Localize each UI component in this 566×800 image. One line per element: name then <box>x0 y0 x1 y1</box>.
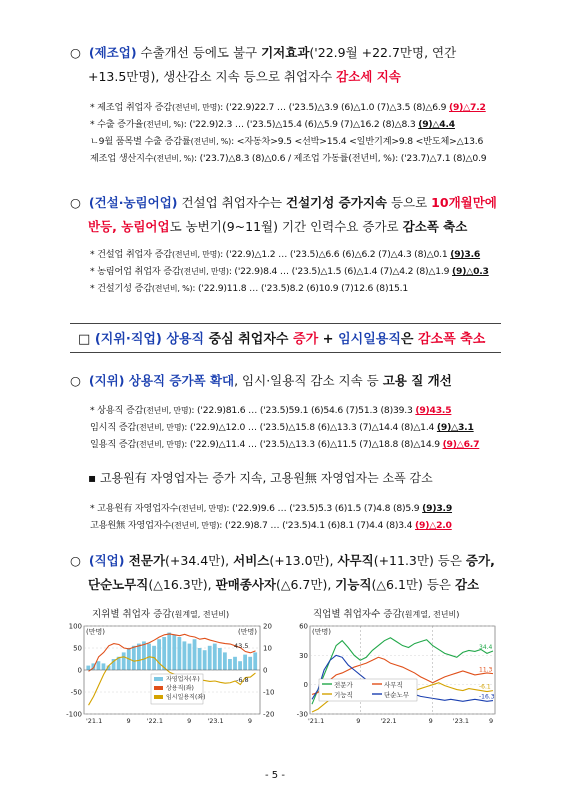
text-span: 감소 <box>454 577 480 592</box>
text-span: : ('23.7)△8.3 (8)△0.6 / 제조업 가동률(전년비, %): ('23.7)△7.1 (8)△0.9 <box>193 153 487 164</box>
text-span: (전년비, %) <box>143 120 184 129</box>
text-span: 도 농번기(9~11월) 기간 인력수요 증가로 <box>169 219 403 234</box>
text-span: 감소폭 축소 <box>402 219 468 234</box>
note-row <box>90 280 489 297</box>
construction-line-2 <box>88 215 467 239</box>
bar-self-employed <box>86 666 90 670</box>
text-span: 증가 <box>293 332 319 347</box>
text-span: : ('22.9)11.8 … ('23.5)8.2 (6)10.9 (7)12.6 (8)15.1 <box>192 283 408 294</box>
legend-label: 사무직 <box>384 681 403 689</box>
text-span: 중심 취업자수 <box>204 332 294 347</box>
x-tick-label: 9 <box>356 717 361 725</box>
x-tick-label: '22.1 <box>146 717 163 725</box>
legend-label: 단순노무 <box>384 691 410 699</box>
note-row <box>90 99 486 116</box>
text-span: 기저효과 <box>261 45 310 60</box>
text-span: : ('22.9)△12.0 … ('23.5)△15.8 (6)△13.3 (7)△14.4 (8)△1.4 <box>184 422 437 433</box>
bar-self-employed <box>228 659 232 670</box>
y-right-tick-label: 10 <box>263 644 272 653</box>
text-span: 사무직 <box>337 553 374 568</box>
y-tick-label: 50 <box>73 644 82 653</box>
text-span: +13.5만명), 생산감소 지속 등으로 취업자수 <box>88 69 337 84</box>
text-span: 증가, <box>465 553 495 568</box>
text-span: 임시일용직 <box>338 332 401 347</box>
text-span: (9)△4.4 <box>418 119 455 130</box>
x-tick-label: 9 <box>187 717 192 725</box>
bar-self-employed <box>122 652 126 670</box>
manufacturing-notes <box>90 99 486 167</box>
bar-self-employed <box>238 661 242 670</box>
text-span: 건설기성 증가지속 <box>286 195 387 210</box>
text-span: 등으로 <box>386 195 432 210</box>
text-span: 제조업 생산지수 <box>90 153 154 164</box>
bar-self-employed <box>198 648 202 670</box>
x-tick-label: '23.1 <box>452 717 470 725</box>
text-span: : ('22.9)22.7 … ('23.5)△3.9 (6)△1.0 (7)△3.5 (8)△6.9 <box>220 102 449 113</box>
text-span: 단순노무직 <box>88 577 149 592</box>
note-row <box>90 246 489 263</box>
bar-self-employed <box>223 652 227 670</box>
text-span: 고용원無 자영업자수 <box>90 520 172 531</box>
bullet-marker: ○ <box>70 45 81 60</box>
annotation: 11.3 <box>479 666 493 674</box>
text-span: (△6.1만) 등은 <box>371 577 455 592</box>
x-tick-label: '23.1 <box>207 717 224 725</box>
annotation: 34.4 <box>479 644 493 652</box>
manufacturing-line-1 <box>70 41 456 65</box>
text-span: (9)△2.0 <box>415 520 452 531</box>
bar-self-employed <box>167 633 171 670</box>
text-span: (직업) <box>88 553 125 568</box>
text-span: 건설업 취업자수는 <box>177 195 287 210</box>
section-header-box <box>70 323 501 353</box>
x-tick-label: 9 <box>126 717 131 725</box>
text-span: ('22.9월 +22.7만명, 연간 <box>309 45 457 60</box>
bullet-marker: ○ <box>70 373 81 388</box>
manufacturing-line-2 <box>88 65 401 89</box>
text-span: 일용직 증감 <box>90 439 137 450</box>
bar-self-employed <box>132 646 136 670</box>
text-span: 직업별 취업자수 증감 <box>313 609 402 620</box>
x-tick-label: '21.1 <box>86 717 103 725</box>
text-span: 10개월만에 <box>431 195 497 210</box>
text-span: (전년비, 만명) <box>136 423 185 432</box>
bar-self-employed <box>193 639 197 670</box>
bar-self-employed <box>243 655 247 670</box>
text-span: 전문가 <box>124 553 166 568</box>
text-span: , 임시·일용직 감소 지속 등 <box>234 373 383 388</box>
bar-self-employed <box>142 641 146 670</box>
annotation: 43.5 <box>234 641 249 650</box>
bar-self-employed <box>208 646 212 670</box>
y-tick-label: 60 <box>299 622 308 631</box>
text-span: □ <box>78 332 91 347</box>
legend-label: 임시일용직(좌) <box>166 694 206 701</box>
text-span: (지위) 상용직 증가폭 확대 <box>88 373 235 388</box>
x-tick-label: '22.1 <box>380 717 397 725</box>
bar-self-employed <box>162 637 166 670</box>
text-span: * 수출 증가율 <box>90 119 144 130</box>
text-span: (전년비, %) <box>151 284 193 293</box>
occupation-line-2 <box>88 573 479 597</box>
left-chart-title <box>92 606 229 620</box>
unit-label-left: (만명) <box>86 628 105 636</box>
status-notes <box>90 402 479 453</box>
text-span: (9)△6.7 <box>442 439 480 450</box>
y-right-tick-label: 20 <box>263 622 272 631</box>
note-row <box>90 419 479 436</box>
text-span: : ('22.9)△11.4 … ('23.5)△13.3 (6)△11.5 (7)△18.8 (8)△14.9 <box>184 439 443 450</box>
x-tick-label: '21.1 <box>308 717 325 725</box>
text-span: 고용 질 개선 <box>382 373 452 388</box>
text-span: 기능직 <box>335 577 372 592</box>
text-span: 은 <box>400 332 418 347</box>
unit-label: (만명) <box>312 628 331 636</box>
legend-swatch <box>154 686 163 690</box>
y-tick-label: 30 <box>299 651 308 660</box>
self-employed-line <box>88 466 433 490</box>
y-right-tick-label: 0 <box>263 666 268 675</box>
text-span: : ('22.9)81.6 … ('23.5)59.1 (6)54.6 (7)51.3 (8)39.3 <box>191 405 416 416</box>
legend-label: 전문가 <box>334 681 353 689</box>
bar-self-employed <box>233 657 237 670</box>
note-row <box>90 150 486 167</box>
right-chart-title <box>313 606 459 620</box>
text-span: (원계열, 전년비) <box>171 610 230 619</box>
text-span: (전년비, 만명) <box>171 103 221 112</box>
unit-label-right: (만명) <box>238 628 257 636</box>
note-row <box>90 263 489 280</box>
annotation: -16.3 <box>479 693 495 701</box>
text-span: (9)3.6 <box>450 249 481 260</box>
text-span: 감소세 지속 <box>336 69 401 84</box>
legend-label: 자영업자(우) <box>166 676 200 683</box>
text-span: (9)△7.2 <box>448 102 486 113</box>
text-span: (원계열, 전년비) <box>401 610 460 619</box>
text-span: (전년비, 만명) <box>171 250 221 259</box>
text-span: ▪ <box>88 471 97 485</box>
note-row <box>90 517 452 534</box>
text-span: : ('22.9)8.7 … ('23.5)4.1 (6)8.1 (7)4.4 (8)3.4 <box>219 520 416 531</box>
text-span: (9)△3.1 <box>436 422 474 433</box>
occupation-line-1 <box>70 549 495 573</box>
text-span: (지위·직업) 상용직 <box>90 332 205 347</box>
y-tick-label: -50 <box>70 688 82 697</box>
text-span: (9)△0.3 <box>452 266 489 277</box>
text-span: (전년비, %) <box>153 154 194 163</box>
text-span: * 건설업 취업자 증감 <box>90 249 172 260</box>
construction-tag: (건설·농림어업) <box>88 195 178 210</box>
y-tick-label: -100 <box>66 710 82 719</box>
text-span: * 건설기성 증감 <box>90 283 152 294</box>
y-tick-label: 0 <box>77 666 82 675</box>
text-span: * 제조업 취업자 증감 <box>90 102 172 113</box>
y-tick-label: 100 <box>68 622 82 631</box>
x-tick-label: 9 <box>428 717 433 725</box>
text-span: 고용원有 자영업자는 증가 지속, 고용원無 자영업자는 소폭 감소 <box>96 471 433 485</box>
text-span: (전년비, 만명) <box>136 440 185 449</box>
bar-self-employed <box>102 663 106 670</box>
note-row <box>90 402 479 419</box>
bar-self-employed <box>188 644 192 670</box>
text-span: 수출개선 등에도 불구 <box>136 45 262 60</box>
bullet-marker: ○ <box>70 553 81 568</box>
text-span: * 상용직 증감 <box>90 405 144 416</box>
text-span: (+34.4만), <box>165 553 234 568</box>
text-span: * 고용원有 자영업자수 <box>90 503 179 514</box>
text-span: : ('22.9)9.6 … ('23.5)5.3 (6)1.5 (7)4.8 (8)5.9 <box>226 503 423 514</box>
text-span: (전년비, 만명) <box>178 504 227 513</box>
text-span: (전년비, %) <box>190 137 232 146</box>
text-span: (전년비, 만명) <box>180 267 229 276</box>
x-tick-label: 9 <box>489 717 494 725</box>
text-span: : ('22.9)8.4 … ('23.5)△1.5 (6)△1.4 (7)△4.2 (8)△1.9 <box>228 266 453 277</box>
status-line <box>70 369 452 393</box>
bar-self-employed <box>203 650 207 670</box>
page-number: - 5 - <box>265 770 285 781</box>
text-span: (전년비, 만명) <box>143 406 192 415</box>
text-span: (9)3.9 <box>422 503 453 514</box>
text-span: 감소폭 축소 <box>417 332 486 347</box>
x-tick-label: 9 <box>247 717 253 725</box>
bar-self-employed <box>183 641 187 670</box>
text-span: ㄴ9월 품목별 수출 증감률 <box>90 136 191 147</box>
y-tick-label: 0 <box>303 681 308 690</box>
y-tick-label: -30 <box>296 710 308 719</box>
note-row <box>90 436 479 453</box>
text-span: (전년비, 만명) <box>171 521 220 530</box>
bar-self-employed <box>172 635 176 670</box>
legend-swatch <box>154 677 163 681</box>
text-span: (+11.3만) 등은 <box>373 553 466 568</box>
bar-self-employed <box>218 648 222 670</box>
text-span: (9)43.5 <box>415 405 452 416</box>
text-span: 지위별 취업자 증감 <box>92 609 172 620</box>
annotation: -6.8 <box>236 675 249 684</box>
construction-line-1 <box>70 191 497 215</box>
text-span: * 농림어업 취업자 증감 <box>90 266 181 277</box>
y-right-tick-label: -20 <box>263 710 275 719</box>
annotation: -6.1 <box>479 683 491 691</box>
text-span: 서비스 <box>233 553 270 568</box>
left-chart <box>62 620 282 728</box>
legend-swatch <box>154 695 163 699</box>
text-span: (△6.7만), <box>276 577 336 592</box>
section-header <box>78 328 485 347</box>
bar-self-employed <box>213 644 217 670</box>
right-chart <box>290 620 505 728</box>
manufacturing-tag: (제조업) <box>88 45 137 60</box>
bar-self-employed <box>248 657 252 670</box>
note-row <box>90 500 452 517</box>
legend-label: 상용직(좌) <box>166 685 194 692</box>
note-row <box>90 116 486 133</box>
text-span: (△16.3만), <box>148 577 216 592</box>
bar-self-employed <box>177 637 181 670</box>
bullet-marker: ○ <box>70 195 81 210</box>
construction-notes <box>90 246 489 297</box>
bar-self-employed <box>97 661 101 670</box>
text-span: : ('22.9)2.3 … ('23.5)△15.4 (6)△5.9 (7)△16.2 (8)△8.3 <box>183 119 419 130</box>
self-employed-notes <box>90 500 452 534</box>
y-right-tick-label: -10 <box>263 688 275 697</box>
text-span: : ('22.9)△1.2 … ('23.5)△6.6 (6)△6.2 (7)△4.3 (8)△0.1 <box>220 249 451 260</box>
legend-label: 기능직 <box>334 691 353 699</box>
text-span: 임시직 증감 <box>90 422 137 433</box>
text-span: 판매종사자 <box>215 577 277 592</box>
bar-self-employed <box>137 644 141 670</box>
text-span: 반등, 농림어업 <box>88 219 170 234</box>
text-span: + <box>318 332 339 347</box>
bar-self-employed <box>253 652 257 670</box>
bar-self-employed <box>157 639 161 670</box>
text-span: : <자동차>9.5 <선박>15.4 <일반기계>9.8 <반도체>△13.6 <box>231 136 484 147</box>
note-row <box>90 133 486 150</box>
text-span: (+13.0만), <box>269 553 338 568</box>
